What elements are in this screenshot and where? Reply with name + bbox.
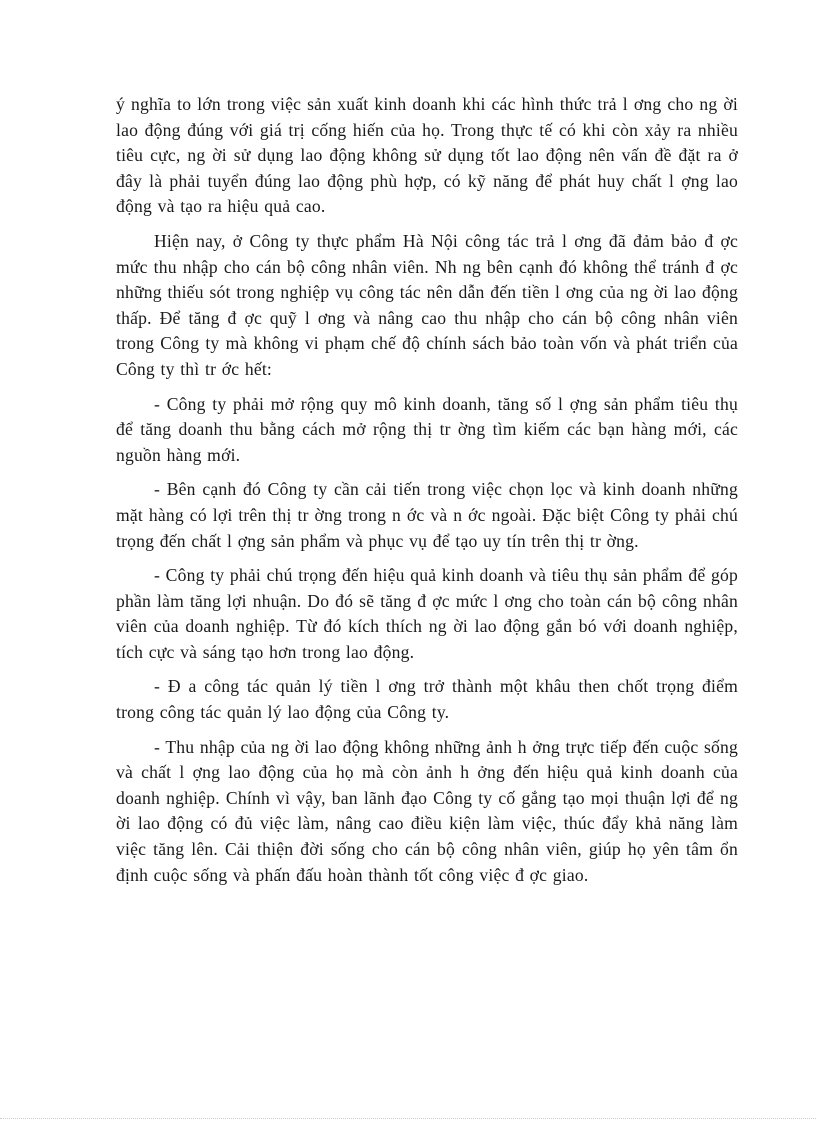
- paragraph-continuation: ý nghĩa to lớn trong việc sản xuất kinh doanh khi các hình thức trả l ơng cho ng ời lao động đúng với giá trị cống hiến của họ. Trong thực tế có khi còn xảy ra nhiều tiêu cực, ng ời sử dụng lao động không sử dụng tốt lao động nên vấn đề đặt ra ở đây là phải tuyển đúng lao động phù hợp, có kỹ năng để phát huy chất l ợng lao động và tạo ra hiệu quả cao.: [116, 94, 738, 217]
- paragraph-bullet-wage-management: - Đ a công tác quản lý tiền l ơng trở thành một khâu then chốt trọng điểm trong công tác quản lý lao động của Công ty.: [116, 676, 738, 723]
- paragraph-bullet-worker-income: - Thu nhập của ng ời lao động không những ảnh h ởng trực tiếp đến cuộc sống và chất l ợng lao động của họ mà còn ảnh h ởng đến hiệu quả kinh doanh của doanh nghiệp. Chính vì vậy, ban lãnh đạo Công ty cố gắng tạo mọi thuận lợi để ng ời lao động có đủ việc làm, nâng cao điều kiện làm việc, thúc đẩy khả năng làm việc tăng lên. Cải thiện đời sống cho cán bộ công nhân viên, giúp họ yên tâm ổn định cuộc sống và phấn đấu hoàn thành tốt công việc đ ợc giao.: [116, 736, 738, 885]
- paragraph-bullet-business-efficiency: - Công ty phải chú trọng đến hiệu quả kinh doanh và tiêu thụ sản phẩm để góp phần làm tăng lợi nhuận. Do đó sẽ tăng đ ợc mức l ơng cho toàn cán bộ công nhân viên của doanh nghiệp. Từ đó kích thích ng ời lao động gắn bó với doanh nghiệp, tích cực và sáng tạo hơn trong lao động.: [116, 565, 738, 662]
- document-body: [116, 92, 738, 897]
- paragraph-bullet-product-selection: - Bên cạnh đó Công ty cần cải tiến trong việc chọn lọc và kinh doanh những mặt hàng có lợi trên thị tr ờng trong n ớc và n ớc ngoài. Đặc biệt Công ty phải chú trọng đến chất l ợng sản phẩm và phục vụ để tạo uy tín trên thị tr ờng.: [116, 479, 738, 551]
- paragraph-current-situation: Hiện nay, ở Công ty thực phẩm Hà Nội công tác trả l ơng đã đảm bảo đ ợc mức thu nhập cho cán bộ công nhân viên. Nh ng bên cạnh đó không thể tránh đ ợc những thiếu sót trong nghiệp vụ công tác nên dẫn đến tiền l ơng của ng ời lao động thấp. Để tăng đ ợc quỹ l ơng và nâng cao thu nhập cho cán bộ công nhân viên trong Công ty mà không vi phạm chế độ chính sách bảo toàn vốn và phát triển của Công ty thì tr ớc hết:: [116, 230, 738, 379]
- paragraph-bullet-expand-scale: - Công ty phải mở rộng quy mô kinh doanh, tăng số l ợng sản phẩm tiêu thụ để tăng doanh thu bằng cách mở rộng thị tr ờng tìm kiếm các bạn hàng mới, các nguồn hàng mới.: [116, 393, 738, 465]
- page-bottom-divider: [0, 1118, 816, 1119]
